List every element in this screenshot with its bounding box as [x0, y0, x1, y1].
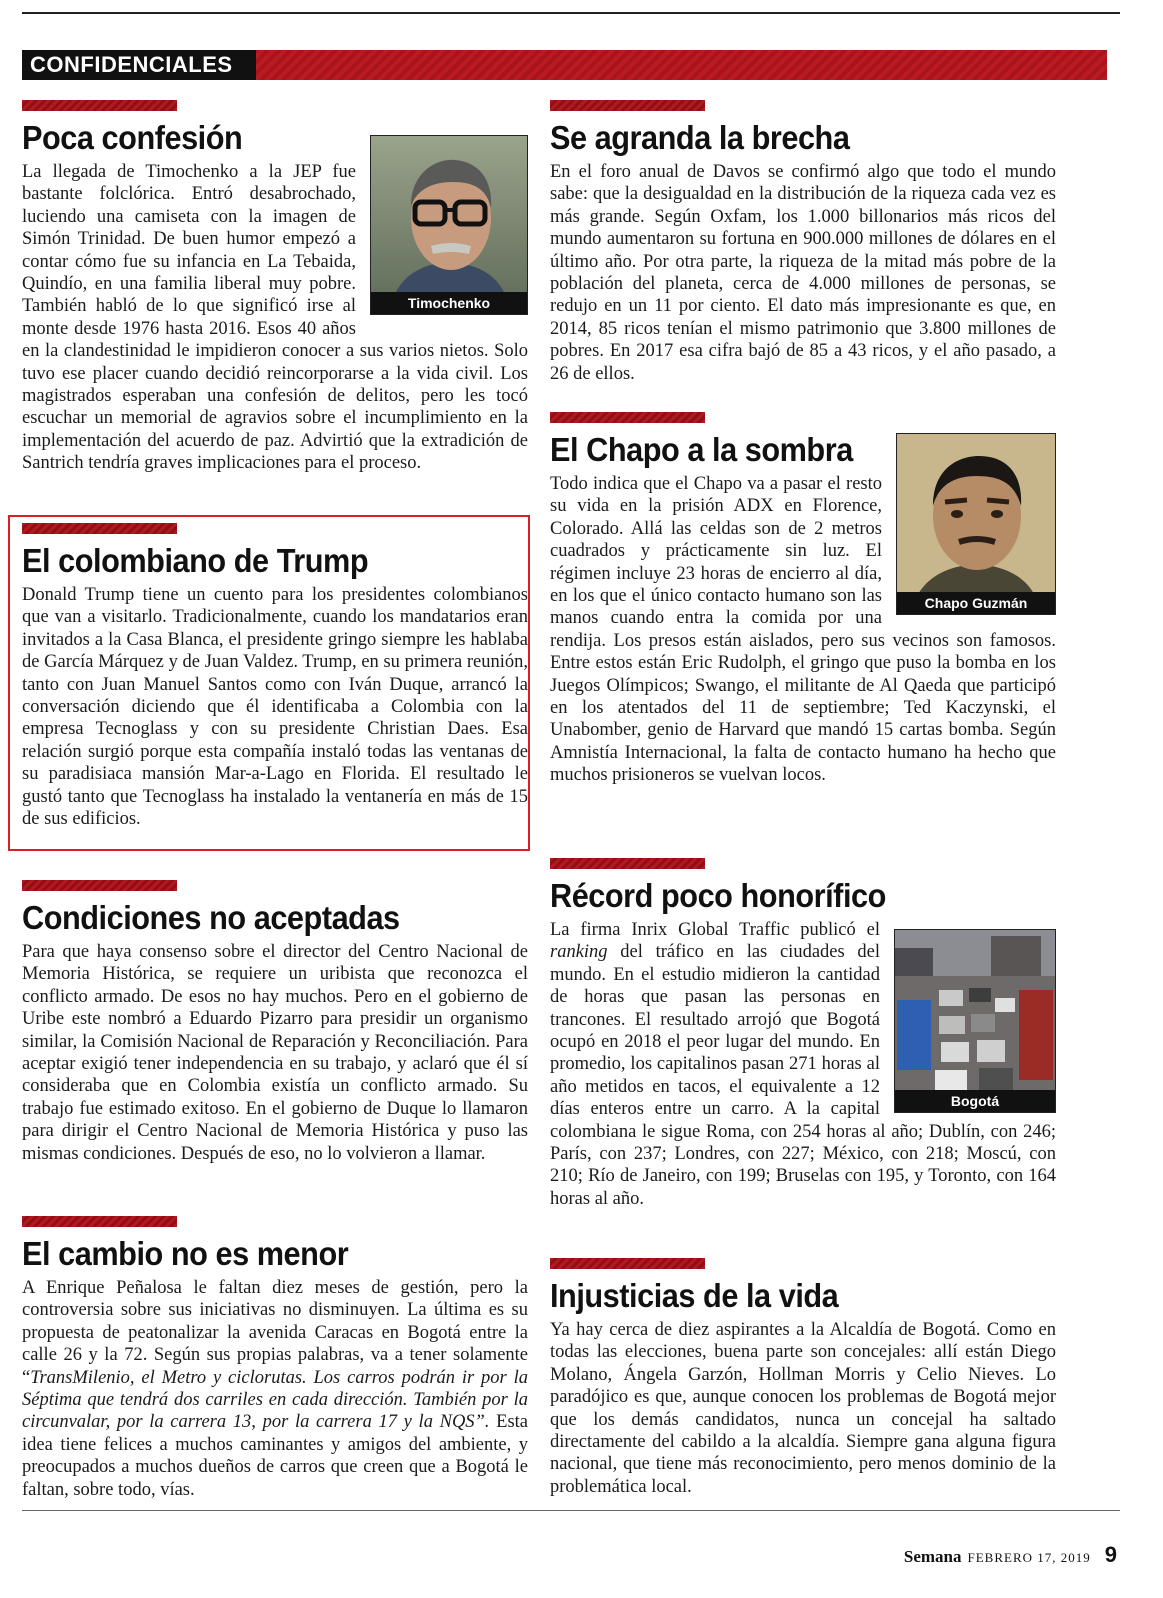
kicker-bar [22, 100, 177, 111]
issue-date: FEBRERO 17, 2019 [967, 1550, 1091, 1565]
article-body [22, 1277, 528, 1501]
page-footer [904, 1542, 1117, 1568]
article-title: El colombiano de Trump [22, 542, 369, 579]
portrait-image [371, 136, 527, 314]
article-title: El Chapo a la sombra [550, 431, 853, 468]
kicker-bar [550, 1258, 705, 1269]
article-body: En el foro anual de Davos se confirmó algo que todo el mundo sabe: que la desigualdad en la distribución de la riqueza cada vez es más grande. Según Oxfam, los 1.000 billonarios más ricos del mundo aumentaron su fortuna en 900.000 millones de dólares en el último año. Por otra parte, la riqueza de la mitad más pobre de la población del planeta, cerca de 4.000 millones de personas, se redujo en un 11 por ciento. El dato más impresionante es que, en 2014, 85 ricos tenían el mismo patrimonio que 3.800 millones de pobres. En 2017 esa cifra bajó de 85 a 43 ricos, y el año pasado, a 26 de ellos. [550, 162, 1056, 384]
photo-caption: Bogotá [895, 1090, 1055, 1112]
italic-term: ranking [550, 942, 608, 963]
article-body: Donald Trump tiene un cuento para los presidentes colombianos que van a visitarlo. Tradicionalmente, cuando los mandatarios eran invitados a la Casa Blanca, el presidente gringo siempre les hablaba de García Márquez y de Juan Valdez. Trump, en su primera reunión, tanto con Juan Manuel Santos como con Iván Duque, arrancó la conversación diciendo que él identificaba a Colombia con la empresa Tecnoglass y con su presidente Christian Daes. Esa relación surgió porque esta compañía instaló todas las ventanas de su paradisiaca mansión Mar-a-Lago en Florida. El resultado le gustó tanto que Tecnoglass ha instalado la ventanería en más de 15 de sus edificios. [22, 585, 528, 830]
photo-timochenko [370, 135, 528, 315]
article-el-chapo-a-la-sombra [550, 412, 1056, 787]
article-title: Se agranda la brecha [550, 119, 850, 156]
article-title: Récord poco honorífico [550, 877, 886, 914]
section-header-bar [22, 50, 1107, 80]
photo-caption: Chapo Guzmán [897, 592, 1055, 614]
quote-text: TransMilenio, el Metro y ciclorutas. Los carros podrán ir por la Séptima que tendrá dos carriles en cada dirección. También por la circunvalar, por la carrera 13, por la carrera 17 y la NQS”. [22, 1367, 528, 1433]
article-body: Ya hay cerca de diez aspirantes a la Alcaldía de Bogotá. Como en todas las elecciones, buena parte son concejales: allí están Diego Molano, Ángela Garzón, Hollman Morris y Celio Nieves. Lo paradójico es que, aunque conocen los problemas de Bogotá mejor que los demás candidatos, nunca un concejal ha saltado directamente del cabildo a la alcaldía. Siempre gana alguna figura nacional, que tiene más reconocimiento, pero menos dominio de la problemática local. [550, 1320, 1056, 1497]
article-record-poco-honorifico [550, 858, 1056, 1210]
page-number: 9 [1104, 1542, 1117, 1567]
article-title: Poca confesión [22, 119, 243, 156]
article-condiciones-no-aceptadas [22, 880, 528, 1165]
article-title: Injusticias de la vida [550, 1277, 839, 1314]
top-rule [22, 12, 1120, 14]
bottom-rule [22, 1510, 1120, 1511]
article-title: Condiciones no aceptadas [22, 899, 400, 936]
photo-bogota [894, 929, 1056, 1113]
article-poca-confesion [22, 100, 528, 475]
photo-caption: Timochenko [371, 292, 527, 314]
body-text: A Enrique Peñalosa le faltan diez meses de gestión, pero la controversia sobre sus iniciativas no disminuyen. La última es su propuesta de peatonalizar la avenida Caracas en Bogotá entre la calle 26 y la 72. Según sus propias palabras, va a tener solamente “ [22, 1278, 528, 1388]
body-text: Esta idea tiene felices a muchos caminantes y amigos del ambiente, y preocupados a muchos dueños de carros que creen que a Bogotá le faltan, sobre todo, vías. [22, 1412, 529, 1500]
traffic-image [895, 930, 1055, 1112]
body-text: La firma Inrix Global Traffic publicó el [550, 920, 880, 940]
kicker-bar [550, 412, 705, 423]
article-se-agranda-la-brecha [550, 100, 1056, 385]
article-body: Todo indica que el Chapo va a pasar el resto su vida en la prisión ADX en Florence, Colorado. Allá las celdas son de 2 metros cuadrados y prácticamente sin luz. El régimen incluye 23 horas de encierro al día, en los que el único contacto humano son las manos cuando entra la comida por una rendija. Los presos están aislados, pero sus vecinos son famosos. Entre estos están Eric Rudolph, el gringo que puso la bomba en los Juegos Olímpicos; Swango, el militante de Al Qaeda que participó en los atentados del 11 de septiembre; Ted Kaczynski, el Unabomber, genio de Harvard que mandó 15 cartas bomba. Según Amnistía Internacional, la falta de contacto humano ha hecho que muchos prisioneros se vuelvan locos. [550, 474, 1056, 786]
article-el-cambio-no-es-menor [22, 1216, 528, 1501]
section-label: CONFIDENCIALES [22, 50, 256, 80]
article-injusticias-de-la-vida [550, 1258, 1056, 1498]
article-body: Para que haya consenso sobre el director del Centro Nacional de Memoria Histórica, se requiere un uribista que reconozca el conflicto armado. De esos no hay muchos. Pero en el gobierno de Uribe este nombró a Eduardo Pizarro para presidir un organismo similar, la Comisión Nacional de Reparación y Reconciliación. Para aceptar exigió tener independencia en su trabajo, y aclaró que él sí consideraba que en Colombia existía un conflicto armado. Su trabajo fue estimado exitoso. En el gobierno de Duque lo llamaron para dirigir el Centro Nacional de Memoria Histórica y puso las mismas condiciones. Después de eso, no lo volvieron a llamar. [22, 942, 528, 1164]
kicker-bar [22, 1216, 177, 1227]
kicker-bar [550, 100, 705, 111]
kicker-bar [550, 858, 705, 869]
article-body: La llegada de Timochenko a la JEP fue bastante folclórica. Entró desabrochado, luciendo una camiseta con la imagen de Simón Trinidad. De buen humor empezó a contar cómo fue su infancia en La Tebaida, Quindío, en una familia liberal muy pobre. También habló de lo que significó irse al monte desde 1976 hasta 2016. Esos 40 años en la clandestinidad le impidieron conocer a sus varios nietos. Solo tuvo ese placer cuando decidió reincorporarse a la vida civil. Los magistrados esperaban una confesión de delitos, pero les tocó escuchar un memorial de agravios sobre el incumplimiento en la implementación del acuerdo de paz. Advirtió que la extradición de Santrich tendría graves implicaciones para el proceso. [22, 162, 528, 474]
body-text: del tráfico en las ciudades del mundo. En el estudio midieron la cantidad de horas que pasan las personas en trancones. El resultado arrojó que Bogotá ocupó en 2018 el peor lugar del mundo. En promedio, los capitalinos pasan 271 horas al año metidos en tacos, el equivalente a 12 días enteros entre un carro. A la capital colombiana le sigue Roma, con 254 horas al año; Dublín, con 246; París, con 237; Londres, con 227; México, con 218; Moscú, con 210; Río de Janeiro, con 199; Bruselas con 195, y Toronto, con 164 horas al año. [550, 942, 1056, 1209]
magazine-name: Semana [903, 1547, 962, 1566]
article-title: El cambio no es menor [22, 1235, 349, 1272]
kicker-bar [22, 880, 177, 891]
kicker-bar [22, 523, 177, 534]
article-colombiano-de-trump [22, 523, 528, 830]
